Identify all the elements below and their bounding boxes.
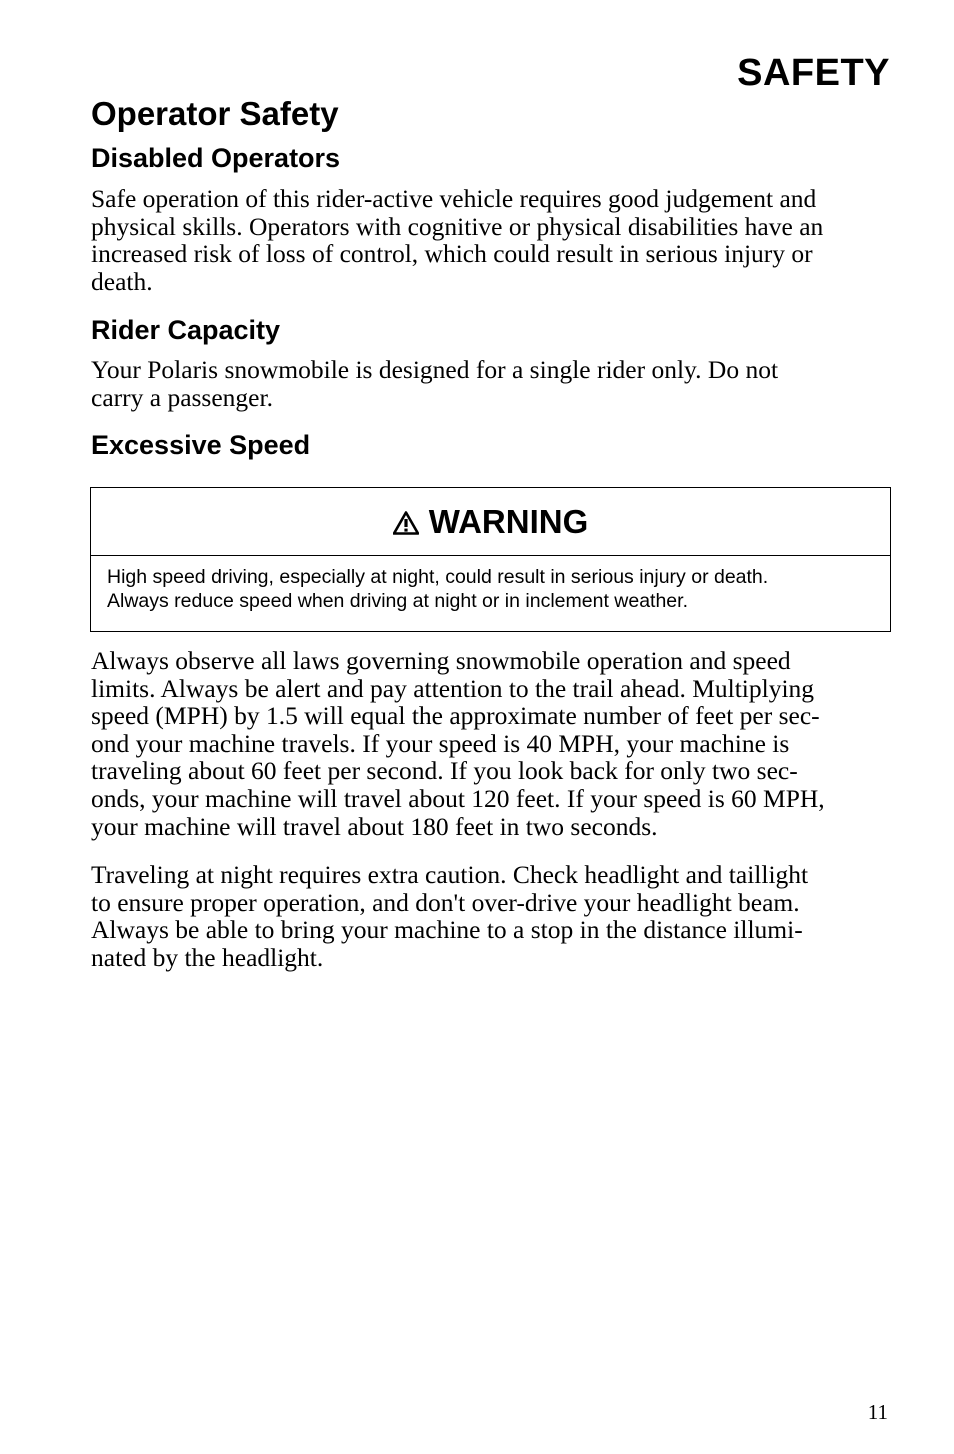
- text-line: limits. Always be alert and pay attention to the trail ahead. Multiplying: [91, 673, 815, 703]
- text-line: onds, your machine will travel about 120 feet. If your speed is 60 MPH,: [91, 783, 825, 813]
- text-line: High speed driving, especially at night, could result in serious injury or death.: [107, 566, 769, 588]
- page-title: Operator Safety: [91, 95, 339, 132]
- warning-triangle-icon: [393, 511, 419, 535]
- text-line: death.: [91, 266, 153, 296]
- warning-box: [90, 487, 891, 632]
- text-line: to ensure proper operation, and don't over-drive your headlight beam.: [91, 887, 800, 917]
- text-line: Always observe all laws governing snowmobile operation and speed: [91, 646, 791, 675]
- text-line: Always reduce speed when driving at night or in inclement weather.: [107, 589, 688, 612]
- heading-rider-capacity: Rider Capacity: [91, 315, 281, 345]
- warning-header: [91, 488, 890, 556]
- heading-excessive-speed: Excessive Speed: [91, 430, 311, 460]
- paragraph-rider-capacity: [91, 356, 890, 411]
- paragraph-night-travel: [91, 861, 890, 971]
- text-line: Always be able to bring your machine to a stop in the distance illumi-: [91, 915, 803, 945]
- text-line: Safe operation of this rider-active vehicle requires good judgement and: [91, 184, 817, 213]
- heading-disabled-operators: Disabled Operators: [91, 143, 341, 173]
- text-line: ond your machine travels. If your speed is 40 MPH, your machine is: [91, 728, 790, 758]
- text-line: carry a passenger.: [91, 382, 273, 412]
- text-line: nated by the headlight.: [91, 942, 324, 972]
- text-line: traveling about 60 feet per second. If you look back for only two sec-: [91, 756, 798, 786]
- text-line: increased risk of loss of control, which could result in serious injury or: [91, 239, 813, 269]
- section-tag: SAFETY: [737, 52, 890, 94]
- page-number: 11: [867, 1400, 888, 1424]
- text-line: your machine will travel about 180 feet in two seconds.: [91, 811, 658, 841]
- warning-text: [91, 556, 890, 613]
- text-line: Your Polaris snowmobile is designed for a single rider only. Do not: [91, 355, 779, 384]
- paragraph-disabled-operators: [91, 185, 890, 295]
- text-line: physical skills. Operators with cognitive or physical disabilities have an: [91, 211, 824, 241]
- text-line: Traveling at night requires extra caution. Check headlight and taillight: [91, 860, 809, 889]
- text-line: speed (MPH) by 1.5 will equal the approximate number of feet per sec-: [91, 701, 820, 731]
- paragraph-speed-guidance: [91, 647, 890, 840]
- warning-label: WARNING: [428, 502, 589, 540]
